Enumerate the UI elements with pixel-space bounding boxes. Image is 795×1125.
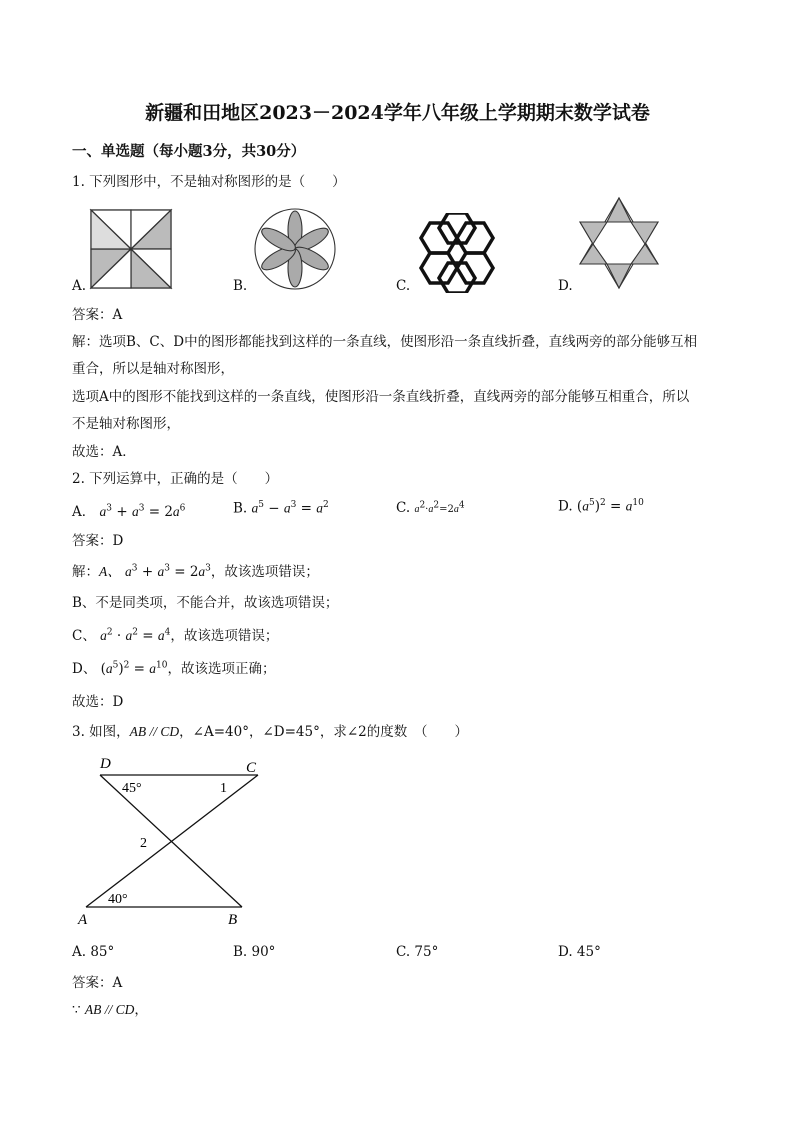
page-title: 新疆和田地区2023－2024学年八年级上学期期末数学试卷 [145, 102, 650, 124]
q1-explanation-line3: 选项A中的图形不能找到这样的一条直线，使图形沿一条直线折叠，直线两旁的部分能够互相重合，所以 [72, 389, 690, 405]
q1-explanation-line4: 不是轴对称图形， [72, 416, 180, 432]
label-c: C [246, 760, 257, 776]
q1-option-c-label: C. [396, 278, 411, 294]
angle-d-label: 45° [122, 781, 142, 796]
label-b: B [228, 912, 238, 928]
q1-stem: 1. 下列图形中，不是轴对称图形的是（ ） [72, 174, 346, 190]
q1-figure-c-hexagons [412, 213, 502, 293]
q2-option-b: B. $a^5 - a^3 = a^2$ [233, 500, 329, 517]
q2-answer: 答案：D [72, 533, 124, 549]
q3-option-c: C. 75° [396, 944, 439, 960]
q1-conclusion: 故选：A． [72, 444, 136, 460]
q2-explanation-b: B、不是同类项，不能合并，故该选项错误； [72, 595, 339, 611]
q1-option-b-label: B. [233, 278, 248, 294]
q2-option-c: C. $a^2\cdot a^2=2a^4$ [396, 500, 465, 516]
q3-option-d: D. 45° [558, 944, 601, 960]
angle-a-label: 40° [108, 892, 128, 907]
q2-option-d: D. $(a^5)^2 = a^{10}$ [558, 498, 644, 515]
line-ca [86, 775, 258, 907]
q1-explanation-line1: 解：选项B、C、D中的图形都能找到这样的一条直线，使图形沿一条直线折叠，直线两旁的部分能够互相 [72, 334, 698, 350]
q1-figure-a-pinwheel [85, 205, 175, 290]
section-heading: 一、单选题（每小题3分，共30分） [72, 143, 306, 160]
q2-explanation-c: C、 $a^2 \cdot a^2 = a^4$，故该选项错误； [72, 627, 279, 644]
q2-explanation-a: 解：A、 $a^3 + a^3 = 2a^3$，故该选项错误； [72, 563, 319, 580]
q3-option-a: A. 85° [72, 944, 115, 960]
q2-explanation-d: D、 $(a^5)^2 = a^{10}$，故该选项正确； [72, 660, 276, 677]
q1-figure-b-flower [252, 206, 338, 292]
q3-stem: 3. 如图，AB // CD，∠A=40°，∠D=45°，求∠2的度数 （ ） [72, 724, 468, 740]
q2-option-a: A． $a^3 + a^3 = 2a^6$ [72, 503, 186, 520]
q3-solution-line1: ∵ AB // CD， [72, 1002, 148, 1018]
angle-1-label: 1 [220, 781, 227, 796]
q2-conclusion: 故选：D [72, 694, 124, 710]
label-d: D [100, 756, 111, 772]
q3-option-b: B. 90° [233, 944, 276, 960]
q1-option-d-label: D. [558, 278, 573, 294]
q1-figure-d-star [576, 196, 662, 292]
q1-explanation-line2: 重合，所以是轴对称图形， [72, 361, 234, 377]
angle-2-label: 2 [140, 836, 147, 851]
q3-geometry-figure [72, 752, 272, 932]
q3-answer: 答案：A [72, 975, 123, 991]
label-a: A [78, 912, 88, 928]
q1-option-a-label: A. [72, 278, 87, 294]
q1-answer: 答案：A [72, 307, 123, 323]
q2-stem: 2. 下列运算中，正确的是（ ） [72, 471, 279, 487]
